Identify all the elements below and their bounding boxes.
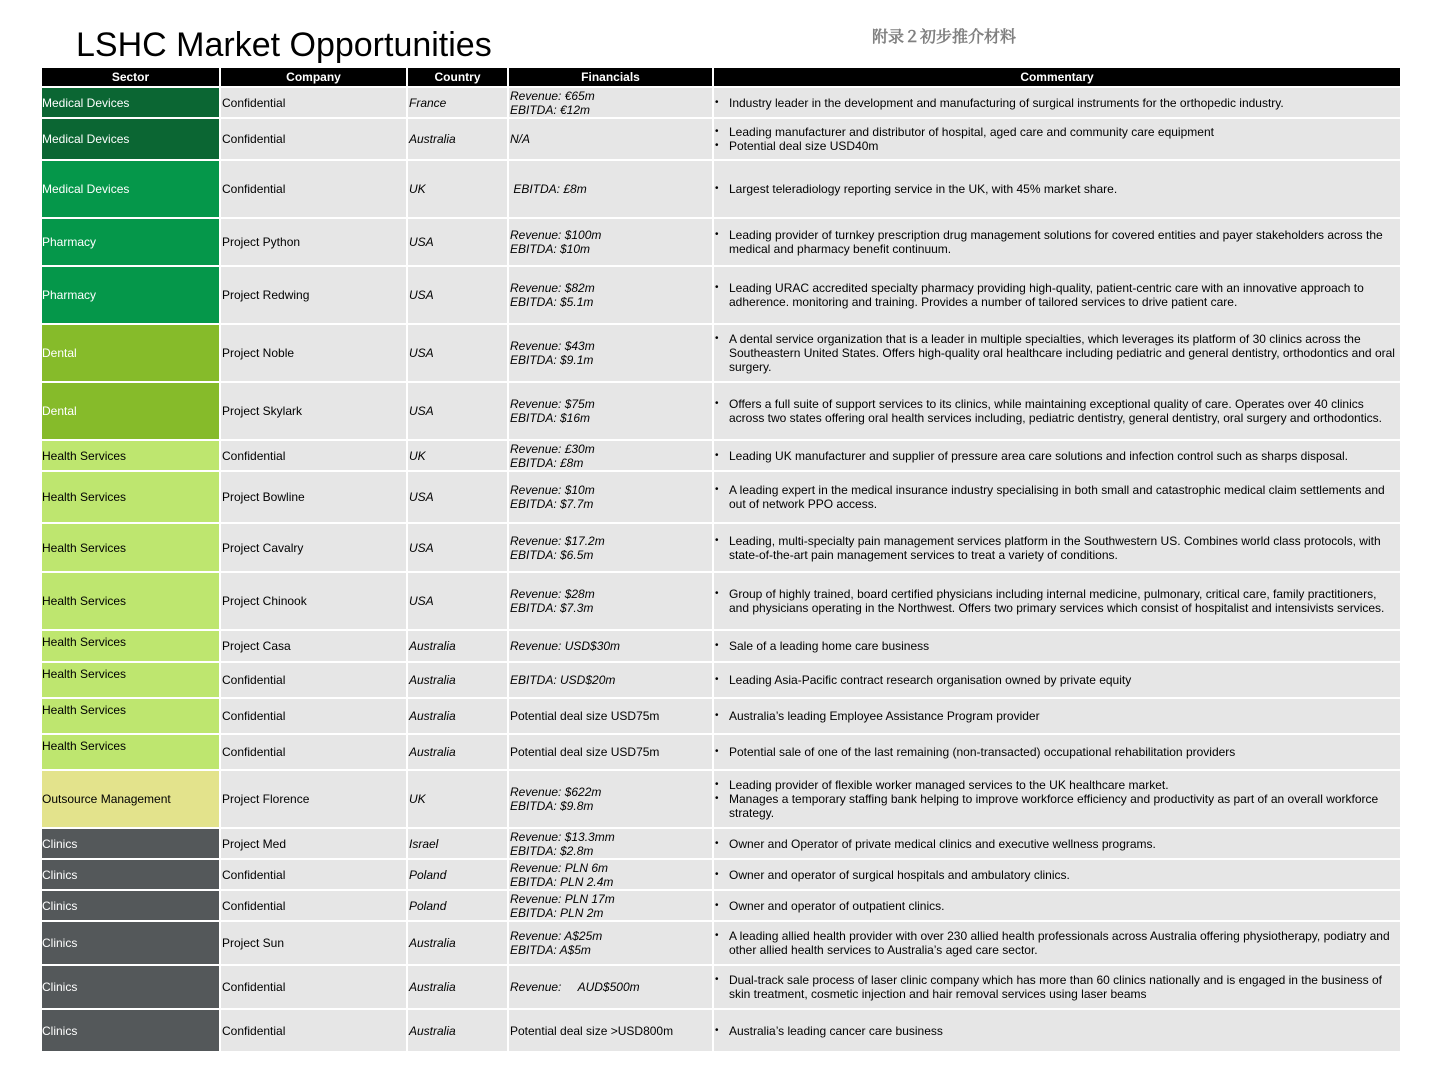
company-cell: Project Skylark (220, 382, 407, 440)
table-row (41, 828, 1401, 859)
company-cell: Project Chinook (220, 572, 407, 630)
company-cell: Confidential (220, 440, 407, 471)
financials-line: Revenue: €65m (510, 88, 595, 103)
financials-line: Revenue: $17.2m (510, 533, 605, 548)
table-row (41, 921, 1401, 965)
header-financials: Financials (508, 68, 713, 87)
commentary-list (715, 673, 1399, 687)
commentary-bullet: • Largest teleradiology reporting service in the UK, with 45% market share. (729, 182, 1399, 196)
financials-line: Potential deal size USD75m (510, 709, 660, 723)
financials-cell (508, 1009, 713, 1052)
country-cell: Australia (407, 630, 508, 662)
sector-cell: Health Services (41, 523, 220, 572)
commentary-bullet: • Leading URAC accredited specialty pharmacy providing high-quality, patient-centric care with an innovative approach to adherence. monitoring and training. Provides a number of tailored services to drive patient care. (729, 281, 1399, 309)
sector-cell: Dental (41, 382, 220, 440)
header-sector: Sector (41, 68, 220, 87)
sector-cell: Health Services (41, 698, 220, 734)
financials-line: Revenue: $43m (510, 339, 595, 353)
financials-line: Revenue: AUD$500m (510, 980, 640, 994)
commentary-bullet: • Offers a full suite of support services to its clinics, while maintaining exceptional quality of care. Operates over 40 clinics across two states offering oral health services including, pediatric dentistry, general dentistry, oral surgery and orthodontics. (729, 397, 1399, 425)
country-cell: USA (407, 572, 508, 630)
commentary-bullet: • Owner and operator of outpatient clinics. (729, 899, 1399, 913)
financials-cell (508, 859, 713, 890)
commentary-bullet: • Owner and Operator of private medical clinics and executive wellness programs. (729, 837, 1399, 851)
company-cell: Project Noble (220, 324, 407, 382)
financials-cell (508, 630, 713, 662)
commentary-list (715, 778, 1399, 820)
commentary-list (715, 182, 1399, 196)
table-row (41, 965, 1401, 1009)
financials-line: EBITDA: $5.1m (510, 295, 594, 309)
commentary-bullet: • Group of highly trained, board certified physicians including internal medicine, pulmonary, critical care, family practitioners, and physicians operating in the Northwest. Offers two primary services which consist of hospitalist and intensivists services. (729, 587, 1399, 615)
commentary-cell (713, 382, 1401, 440)
table-row (41, 890, 1401, 921)
financials-cell (508, 965, 713, 1009)
country-cell: UK (407, 440, 508, 471)
sector-cell: Medical Devices (41, 118, 220, 160)
financials-cell (508, 471, 713, 523)
financials-line: EBITDA: A$5m (510, 943, 591, 957)
country-cell: Australia (407, 1009, 508, 1052)
sector-cell: Pharmacy (41, 266, 220, 324)
sector-cell: Clinics (41, 859, 220, 890)
financials-cell (508, 382, 713, 440)
financials-cell (508, 160, 713, 218)
commentary-list (715, 899, 1399, 913)
commentary-bullet: • A leading allied health provider with over 230 allied health professionals across Australia offering physiotherapy, podiatry and other allied health services to Australia’s aged care sector. (729, 929, 1399, 957)
commentary-bullet: • Leading provider of flexible worker managed services to the UK healthcare market. (729, 778, 1399, 792)
financials-cell (508, 87, 713, 118)
table-row (41, 87, 1401, 118)
financials-cell (508, 890, 713, 921)
commentary-cell (713, 828, 1401, 859)
financials-line: EBITDA: €12m (510, 102, 591, 117)
financials-cell (508, 118, 713, 160)
financials-cell (508, 324, 713, 382)
sector-cell: Medical Devices (41, 87, 220, 118)
company-cell: Confidential (220, 160, 407, 218)
sector-cell: Health Services (41, 662, 220, 698)
financials-line: Revenue: £30m (510, 441, 595, 456)
company-cell: Confidential (220, 698, 407, 734)
company-cell: Project Cavalry (220, 523, 407, 572)
commentary-cell (713, 266, 1401, 324)
financials-line: Revenue: $622m (510, 785, 602, 799)
commentary-cell (713, 965, 1401, 1009)
sector-cell: Clinics (41, 921, 220, 965)
commentary-list (715, 639, 1399, 653)
country-cell: Australia (407, 662, 508, 698)
commentary-list (715, 332, 1399, 374)
sector-cell: Clinics (41, 828, 220, 859)
financials-line: Revenue: $10m (510, 483, 595, 497)
financials-line: Potential deal size >USD800m (510, 1023, 674, 1038)
financials-line: Revenue: $13.3mm (510, 829, 615, 844)
table-row (41, 698, 1401, 734)
commentary-list (715, 973, 1399, 1001)
commentary-cell (713, 523, 1401, 572)
commentary-cell (713, 921, 1401, 965)
country-cell: USA (407, 382, 508, 440)
financials-line: EBITDA: $16m (510, 411, 591, 425)
company-cell: Confidential (220, 859, 407, 890)
table-row (41, 1009, 1401, 1052)
financials-line: EBITDA: £8m (510, 455, 584, 470)
commentary-cell (713, 87, 1401, 118)
company-cell: Project Python (220, 218, 407, 266)
financials-cell (508, 266, 713, 324)
financials-cell (508, 921, 713, 965)
commentary-bullet: • Owner and operator of surgical hospitals and ambulatory clinics. (729, 868, 1399, 882)
country-cell: Australia (407, 965, 508, 1009)
country-cell: France (407, 87, 508, 118)
financials-cell (508, 770, 713, 828)
sector-cell: Health Services (41, 440, 220, 471)
header-country: Country (407, 68, 508, 87)
commentary-cell (713, 471, 1401, 523)
country-cell: Israel (407, 828, 508, 859)
commentary-cell (713, 118, 1401, 160)
commentary-bullet: • Industry leader in the development and manufacturing of surgical instruments for the orthopedic industry. (729, 96, 1399, 110)
financials-line: EBITDA: USD$20m (510, 673, 616, 687)
company-cell: Confidential (220, 734, 407, 770)
commentary-cell (713, 630, 1401, 662)
commentary-bullet: • Dual-track sale process of laser clinic company which has more than 60 clinics nationally and is engaged in the business of skin treatment, cosmetic injection and hair removal services using laser beams (729, 973, 1399, 1001)
financials-cell (508, 734, 713, 770)
financials-line: Revenue: PLN 6m (510, 860, 609, 875)
financials-cell (508, 662, 713, 698)
table-row (41, 662, 1401, 698)
commentary-bullet: • Australia’s leading Employee Assistance Program provider (729, 709, 1399, 723)
company-cell: Confidential (220, 1009, 407, 1052)
company-cell: Project Med (220, 828, 407, 859)
country-cell: Australia (407, 921, 508, 965)
financials-cell (508, 440, 713, 471)
table-row (41, 160, 1401, 218)
table-row (41, 382, 1401, 440)
company-cell: Project Bowline (220, 471, 407, 523)
commentary-list (715, 709, 1399, 723)
company-cell: Project Sun (220, 921, 407, 965)
commentary-bullet: • Manages a temporary staffing bank helping to improve workforce efficiency and productivity as part of an overall workforce strategy. (729, 792, 1399, 820)
financials-line: EBITDA: $10m (510, 242, 591, 256)
financials-line: EBITDA: $7.7m (510, 497, 594, 511)
financials-line: N/A (510, 132, 531, 146)
sector-cell: Health Services (41, 572, 220, 630)
commentary-list (715, 534, 1399, 562)
commentary-cell (713, 440, 1401, 471)
table-body (41, 87, 1401, 1052)
country-cell: Australia (407, 734, 508, 770)
header-company: Company (220, 68, 407, 87)
commentary-cell (713, 890, 1401, 921)
commentary-list (715, 228, 1399, 256)
company-cell: Confidential (220, 87, 407, 118)
table-row (41, 218, 1401, 266)
commentary-bullet: • Leading Asia-Pacific contract research organisation owned by private equity (729, 673, 1399, 687)
sector-cell: Clinics (41, 965, 220, 1009)
sector-cell: Dental (41, 324, 220, 382)
commentary-bullet: • Leading manufacturer and distributor of hospital, aged care and community care equipment (729, 125, 1399, 139)
financials-line: EBITDA: $9.8m (510, 799, 594, 813)
commentary-list (715, 929, 1399, 957)
financials-line: EBITDA: $6.5m (510, 547, 594, 562)
financials-line: EBITDA: $2.8m (510, 843, 594, 858)
sector-cell: Medical Devices (41, 160, 220, 218)
sector-cell: Health Services (41, 471, 220, 523)
country-cell: Australia (407, 698, 508, 734)
commentary-list (715, 281, 1399, 309)
financials-cell (508, 572, 713, 630)
commentary-cell (713, 572, 1401, 630)
sector-cell: Outsource Management (41, 770, 220, 828)
commentary-bullet: • A dental service organization that is a leader in multiple specialties, which leverages its platform of 30 clinics across the Southeastern United States. Offers high-quality oral healthcare including pediatric and general dentistry, orthodontics and oral surgery. (729, 332, 1399, 374)
company-cell: Project Florence (220, 770, 407, 828)
commentary-list (715, 1024, 1399, 1038)
commentary-list (715, 745, 1399, 759)
company-cell: Project Redwing (220, 266, 407, 324)
commentary-bullet: • Potential sale of one of the last remaining (non-transacted) occupational rehabilitation providers (729, 745, 1399, 759)
financials-line: Revenue: $100m (510, 228, 602, 242)
financials-line: Revenue: $82m (510, 281, 595, 295)
company-cell: Confidential (220, 890, 407, 921)
commentary-list (715, 587, 1399, 615)
commentary-cell (713, 1009, 1401, 1052)
commentary-bullet: • A leading expert in the medical insurance industry specialising in both small and catastrophic medical claim settlements and out of network PPO access. (729, 483, 1399, 511)
country-cell: USA (407, 324, 508, 382)
financials-line: Revenue: PLN 17m (510, 891, 615, 906)
commentary-list (715, 449, 1399, 463)
financials-line: EBITDA: PLN 2.4m (510, 874, 614, 889)
commentary-bullet: • Potential deal size USD40m (729, 139, 1399, 153)
appendix-label: 附录２初步推介材料 (872, 27, 1017, 46)
financials-line: Revenue: $75m (510, 397, 595, 411)
table-row (41, 118, 1401, 160)
sector-cell: Clinics (41, 890, 220, 921)
country-cell: UK (407, 770, 508, 828)
table-row (41, 324, 1401, 382)
table-row (41, 572, 1401, 630)
company-cell: Confidential (220, 965, 407, 1009)
financials-line: Revenue: USD$30m (510, 639, 621, 653)
opportunities-table (40, 68, 1402, 1053)
country-cell: USA (407, 218, 508, 266)
commentary-cell (713, 859, 1401, 890)
commentary-cell (713, 698, 1401, 734)
country-cell: Poland (407, 859, 508, 890)
company-cell: Confidential (220, 118, 407, 160)
commentary-bullet: • Leading UK manufacturer and supplier of pressure area care solutions and infection control such as sharps disposal. (729, 449, 1399, 463)
commentary-cell (713, 160, 1401, 218)
country-cell: UK (407, 160, 508, 218)
table-row (41, 471, 1401, 523)
table-row (41, 734, 1401, 770)
commentary-list (715, 868, 1399, 882)
sector-cell: Health Services (41, 734, 220, 770)
table-row (41, 770, 1401, 828)
country-cell: Poland (407, 890, 508, 921)
financials-line: EBITDA: $9.1m (510, 353, 594, 367)
commentary-list (715, 483, 1399, 511)
company-cell: Project Casa (220, 630, 407, 662)
commentary-list (715, 837, 1399, 851)
commentary-list (715, 96, 1399, 110)
financials-cell (508, 698, 713, 734)
financials-cell (508, 828, 713, 859)
header-commentary: Commentary (713, 68, 1401, 87)
table-row (41, 859, 1401, 890)
page-title: LSHC Market Opportunities (76, 26, 492, 64)
commentary-bullet: • Sale of a leading home care business (729, 639, 1399, 653)
commentary-bullet: • Australia’s leading cancer care business (729, 1024, 1399, 1038)
table-header-row (41, 68, 1401, 87)
commentary-list (715, 397, 1399, 425)
commentary-cell (713, 734, 1401, 770)
financials-line: EBITDA: $7.3m (510, 601, 594, 615)
commentary-cell (713, 324, 1401, 382)
commentary-bullet: • Leading provider of turnkey prescription drug management solutions for covered entities and payer stakeholders across the medical and pharmacy benefit continuum. (729, 228, 1399, 256)
sector-cell: Clinics (41, 1009, 220, 1052)
financials-line: Revenue: $28m (510, 587, 595, 601)
commentary-cell (713, 770, 1401, 828)
financials-line: Revenue: A$25m (510, 929, 603, 943)
country-cell: USA (407, 471, 508, 523)
financials-line: Potential deal size USD75m (510, 745, 660, 759)
financials-cell (508, 218, 713, 266)
commentary-cell (713, 662, 1401, 698)
country-cell: Australia (407, 118, 508, 160)
commentary-list (715, 125, 1399, 153)
financials-line: EBITDA: £8m (510, 182, 587, 196)
commentary-bullet: • Leading, multi-specialty pain management services platform in the Southwestern US. Combines world class protocols, with state-of-the-art pain management services to treat a variety of conditions. (729, 534, 1399, 562)
company-cell: Confidential (220, 662, 407, 698)
financials-cell (508, 523, 713, 572)
table-row (41, 630, 1401, 662)
table-row (41, 440, 1401, 471)
financials-line: EBITDA: PLN 2m (510, 905, 604, 920)
table-row (41, 266, 1401, 324)
sector-cell: Health Services (41, 630, 220, 662)
country-cell: USA (407, 266, 508, 324)
sector-cell: Pharmacy (41, 218, 220, 266)
table-row (41, 523, 1401, 572)
commentary-cell (713, 218, 1401, 266)
country-cell: USA (407, 523, 508, 572)
